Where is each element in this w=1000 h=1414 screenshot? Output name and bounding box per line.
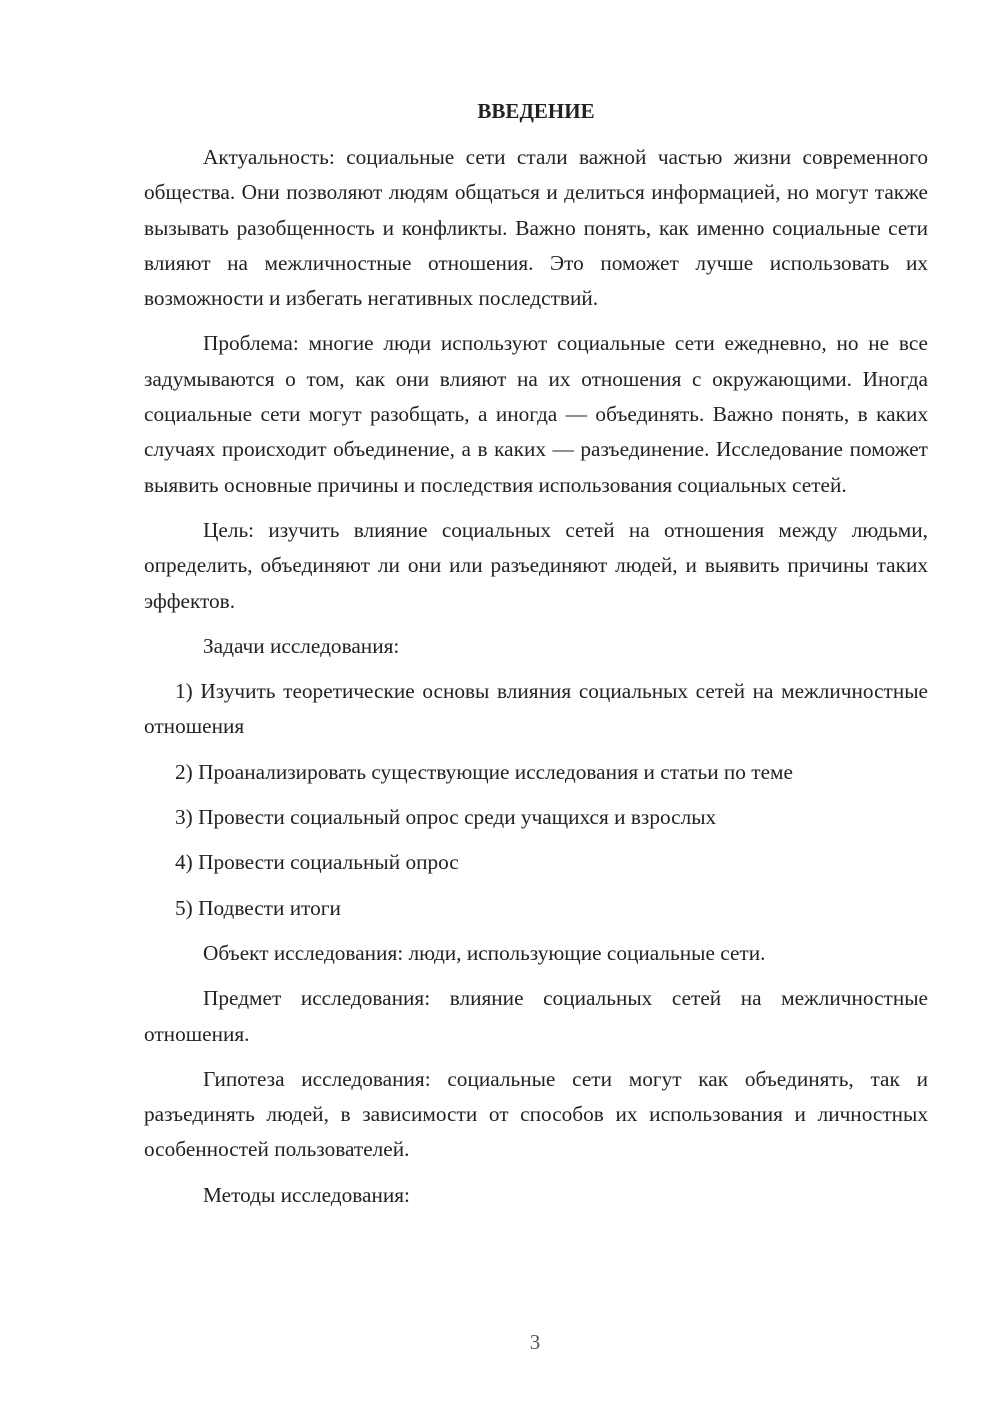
- page-number: 3: [529, 1330, 541, 1354]
- document-page: [144, 96, 928, 1213]
- object-paragraph: Объект исследования: люди, использующие социальные сети.: [203, 940, 766, 965]
- relevance-paragraph: Актуальность: социальные сети стали важной частью жизни современного общества. Они позволяют людям общаться и делиться информацией, но могут также вызывать разобщенность и конфликты. Важно понять, как именно социальные сети влияют на межличностные отношения. Это поможет лучше использовать их возможности и избегать негативных последствий.: [144, 145, 928, 311]
- task-item: 1) Изучить теоретические основы влияния социальных сетей на межличностные отношения: [144, 679, 928, 739]
- task-item: 4) Провести социальный опрос: [175, 850, 459, 875]
- tasks-heading: Задачи исследования:: [203, 633, 400, 658]
- goal-paragraph: Цель: изучить влияние социальных сетей на отношения между людьми, определить, объединяют ли они или разъединяют людей, и выявить причины таких эффектов.: [144, 517, 928, 613]
- hypothesis-paragraph: Гипотеза исследования: социальные сети могут как объединять, так и разъединять людей, в зависимости от способов их использования и личностных особенностей пользователей.: [144, 1066, 928, 1162]
- task-item: 5) Подвести итоги: [175, 895, 341, 920]
- subject-paragraph: Предмет исследования: влияние социальных сетей на межличностные отношения.: [144, 986, 928, 1046]
- task-item: 2) Проанализировать существующие исследования и статьи по теме: [175, 759, 793, 784]
- methods-heading: Методы исследования:: [203, 1182, 410, 1207]
- task-item: 3) Провести социальный опрос среди учащихся и взрослых: [175, 805, 717, 830]
- problem-paragraph: Проблема: многие люди используют социальные сети ежедневно, но не все задумываются о том, как они влияют на их отношения с окружающими. Иногда социальные сети могут разобщать, а иногда — объединять. Важно понять, в каких случаях происходит объединение, а в каких — разъединение. Исследование поможет выявить основные причины и последствия использования социальных сетей.: [144, 331, 928, 497]
- section-title: ВВЕДЕНИЕ: [477, 99, 595, 123]
